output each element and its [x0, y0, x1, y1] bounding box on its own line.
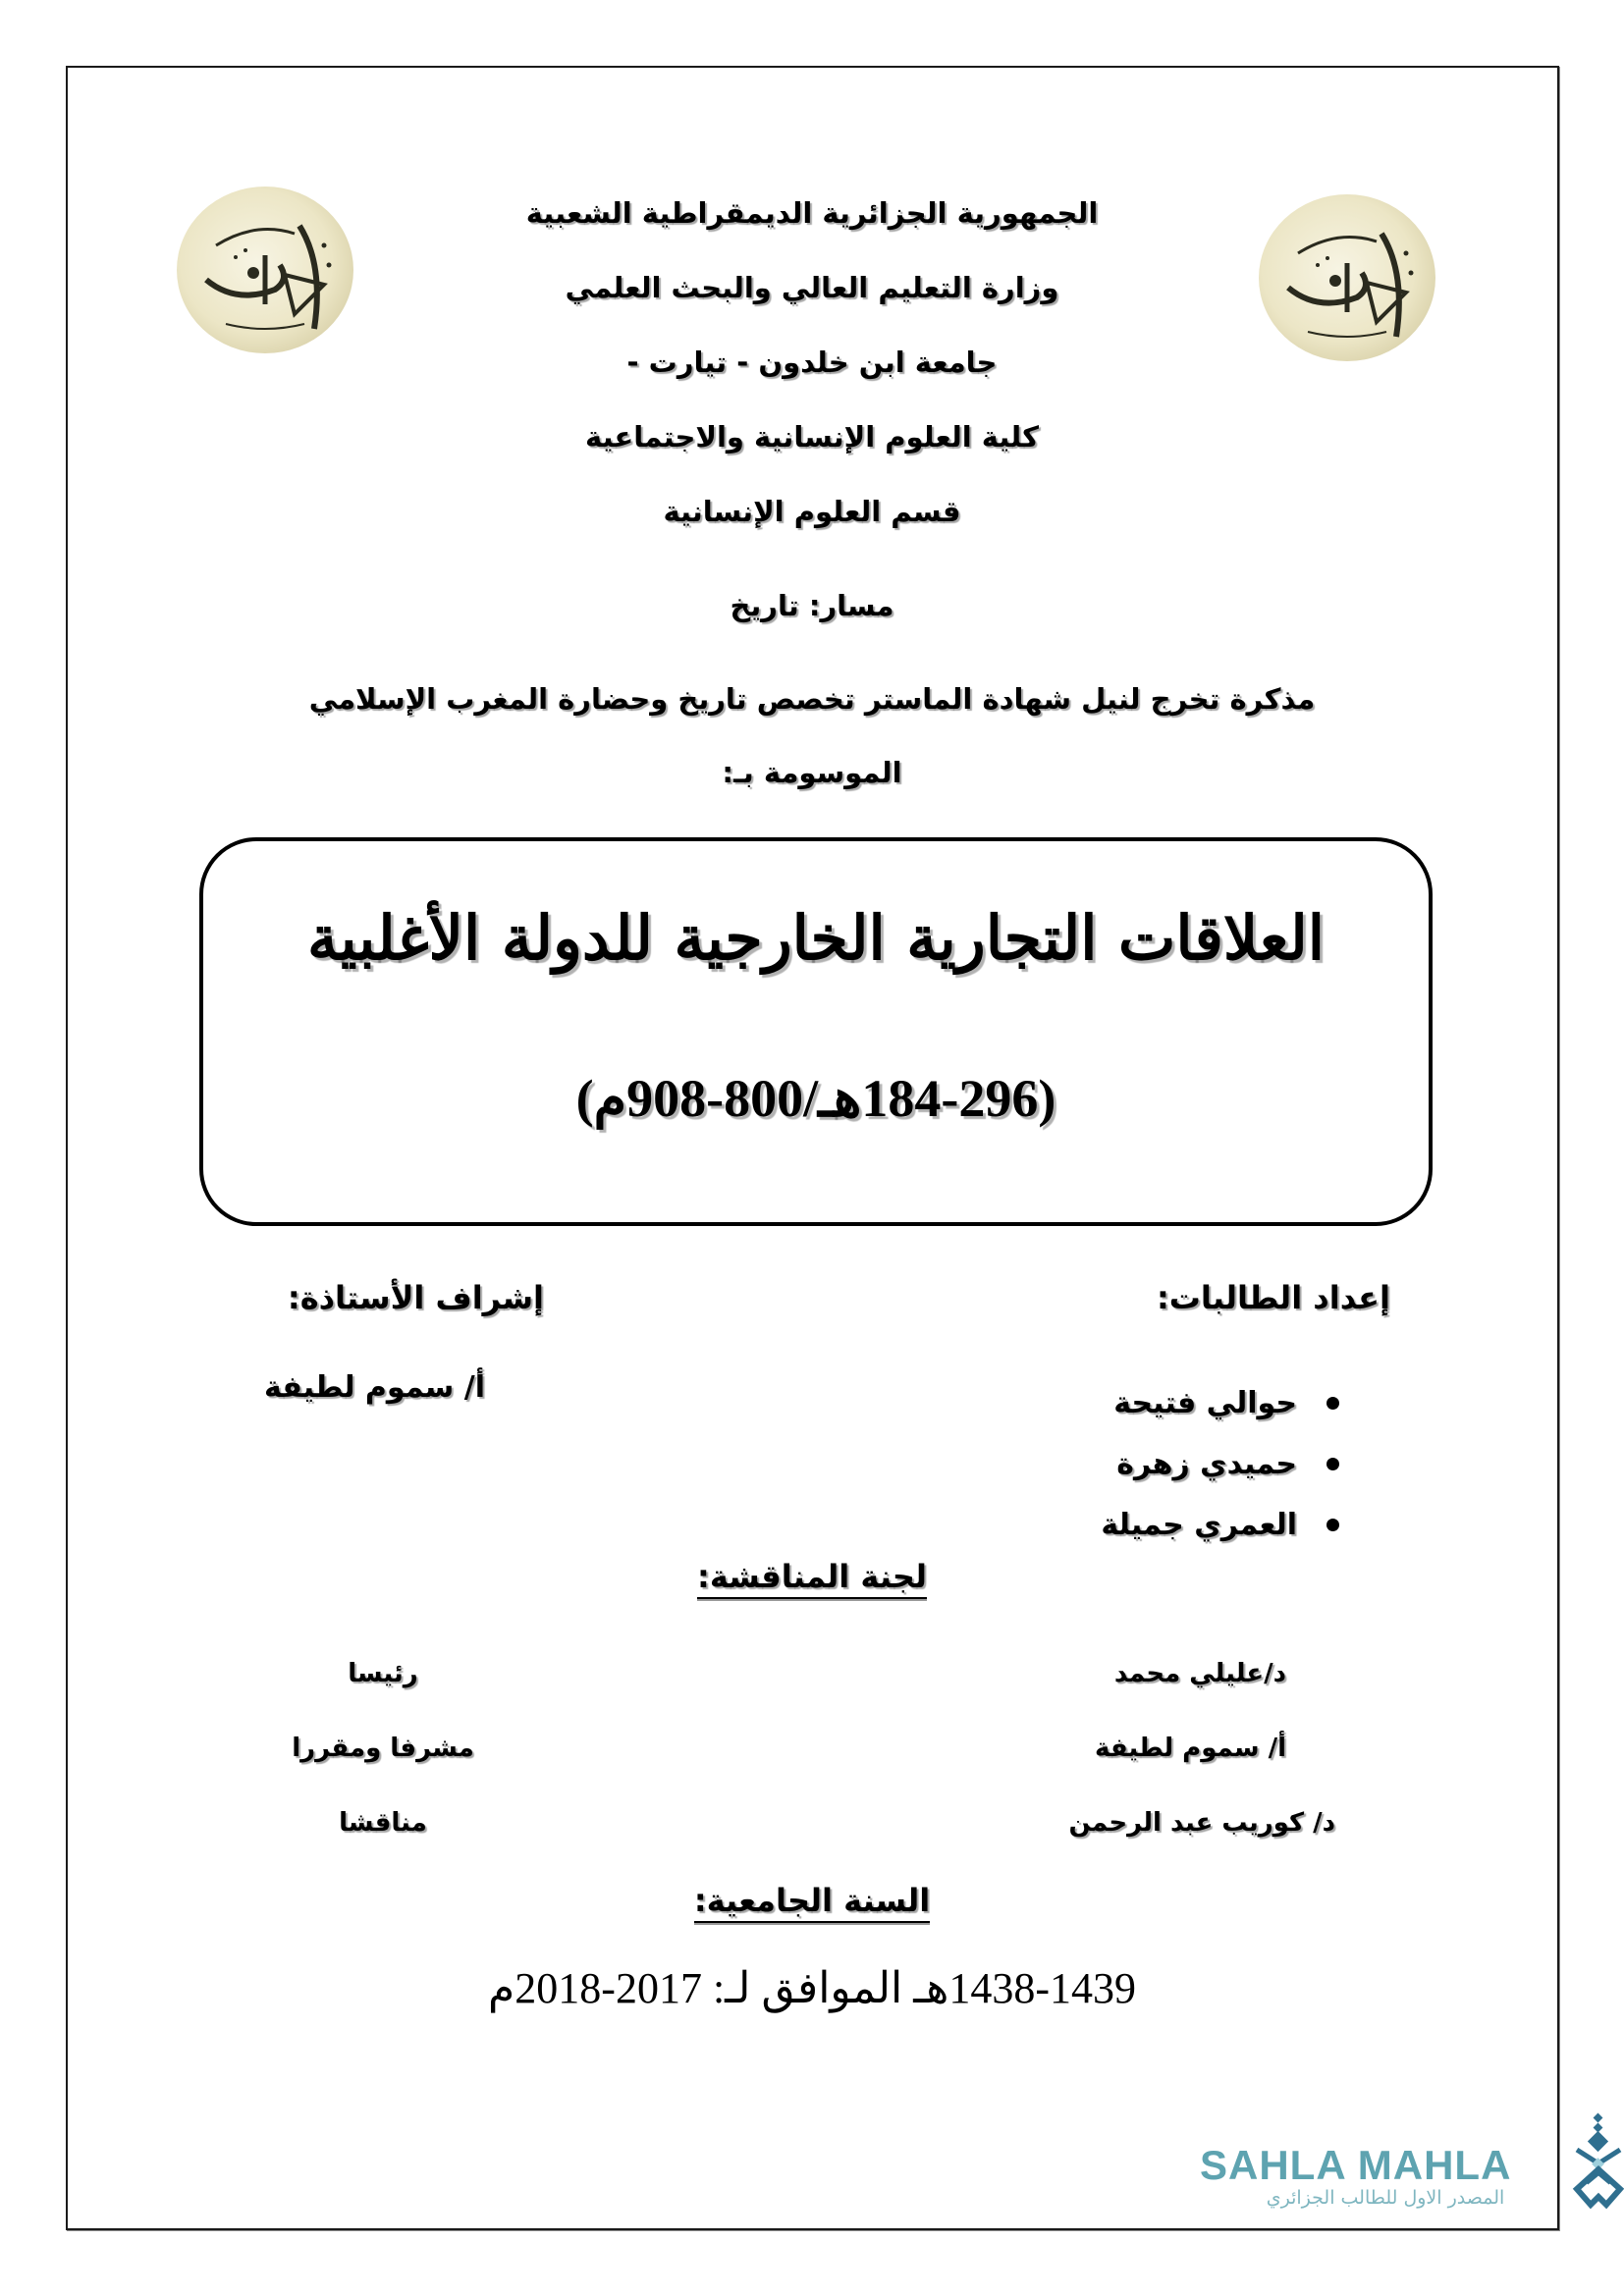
supervisor-heading: إشراف الأستاذة:	[287, 1279, 544, 1316]
bullet-icon	[1326, 1519, 1339, 1531]
list-item	[1101, 1494, 1339, 1555]
academic-year-heading: السنة الجامعية:	[694, 1883, 930, 1923]
committee-heading-wrap	[0, 1559, 1624, 1599]
thesis-dates: (184-296هـ/800-908م)	[575, 1069, 1056, 1128]
students-list	[1101, 1372, 1339, 1555]
sahla-mahla-logo-icon	[1569, 2112, 1624, 2211]
watermark-subtitle: المصدر الاول للطالب الجزائري	[1266, 2187, 1505, 2209]
committee-member-name: د/ كوريب عبد الرحمن	[1068, 1808, 1335, 1838]
track-label: مسار: تاريخ	[730, 589, 894, 622]
student-name: حوالي فتيحة	[1113, 1385, 1297, 1420]
committee-heading: لجنة المناقشة:	[697, 1559, 927, 1599]
committee-member-role: مناقشا	[339, 1808, 427, 1838]
sahla-mahla-watermark	[1178, 2110, 1624, 2209]
committee-member-role: مشرفا ومقررا	[292, 1734, 474, 1763]
committee-member-name: أ/ سموم لطيفة	[1094, 1734, 1286, 1763]
list-item	[1101, 1433, 1339, 1494]
watermark-title: SAHLA MAHLA	[1200, 2142, 1512, 2188]
thesis-title-box	[199, 837, 1433, 1226]
memo-statement: مذكرة تخرج لنيل شهادة الماستر تخصص تاريخ وحضارة المغرب الإسلامي	[308, 682, 1316, 716]
student-name: العمري جميلة	[1101, 1507, 1297, 1542]
ministry-name: وزارة التعليم العالي والبحث العلمي	[565, 271, 1059, 304]
students-heading: إعداد الطالبات:	[1156, 1279, 1390, 1316]
committee-member-name: د/عليلي محمد	[1113, 1659, 1286, 1688]
department-name: قسم العلوم الإنسانية	[663, 495, 961, 528]
academic-year-heading-wrap	[0, 1883, 1624, 1923]
university-name: جامعة ابن خلدون - تيارت -	[626, 346, 998, 379]
student-name: حميدي زهرة	[1116, 1446, 1297, 1481]
bullet-icon	[1326, 1397, 1339, 1410]
committee-member-role: رئيسا	[348, 1659, 418, 1688]
list-item	[1101, 1372, 1339, 1433]
faculty-name: كلية العلوم الإنسانية والاجتماعية	[585, 420, 1039, 454]
supervisor-name: أ/ سموم لطيفة	[263, 1370, 485, 1405]
academic-year-value: 1438-1439هـ الموافق لـ: 2017-2018م	[488, 1964, 1136, 2012]
bullet-icon	[1326, 1458, 1339, 1470]
thesis-title: العلاقات التجارية الخارجية للدولة الأغلبية	[307, 902, 1325, 974]
republic-name: الجمهورية الجزائرية الديمقراطية الشعبية	[525, 196, 1099, 230]
titled-by-label: الموسومة بـ:	[722, 756, 902, 789]
